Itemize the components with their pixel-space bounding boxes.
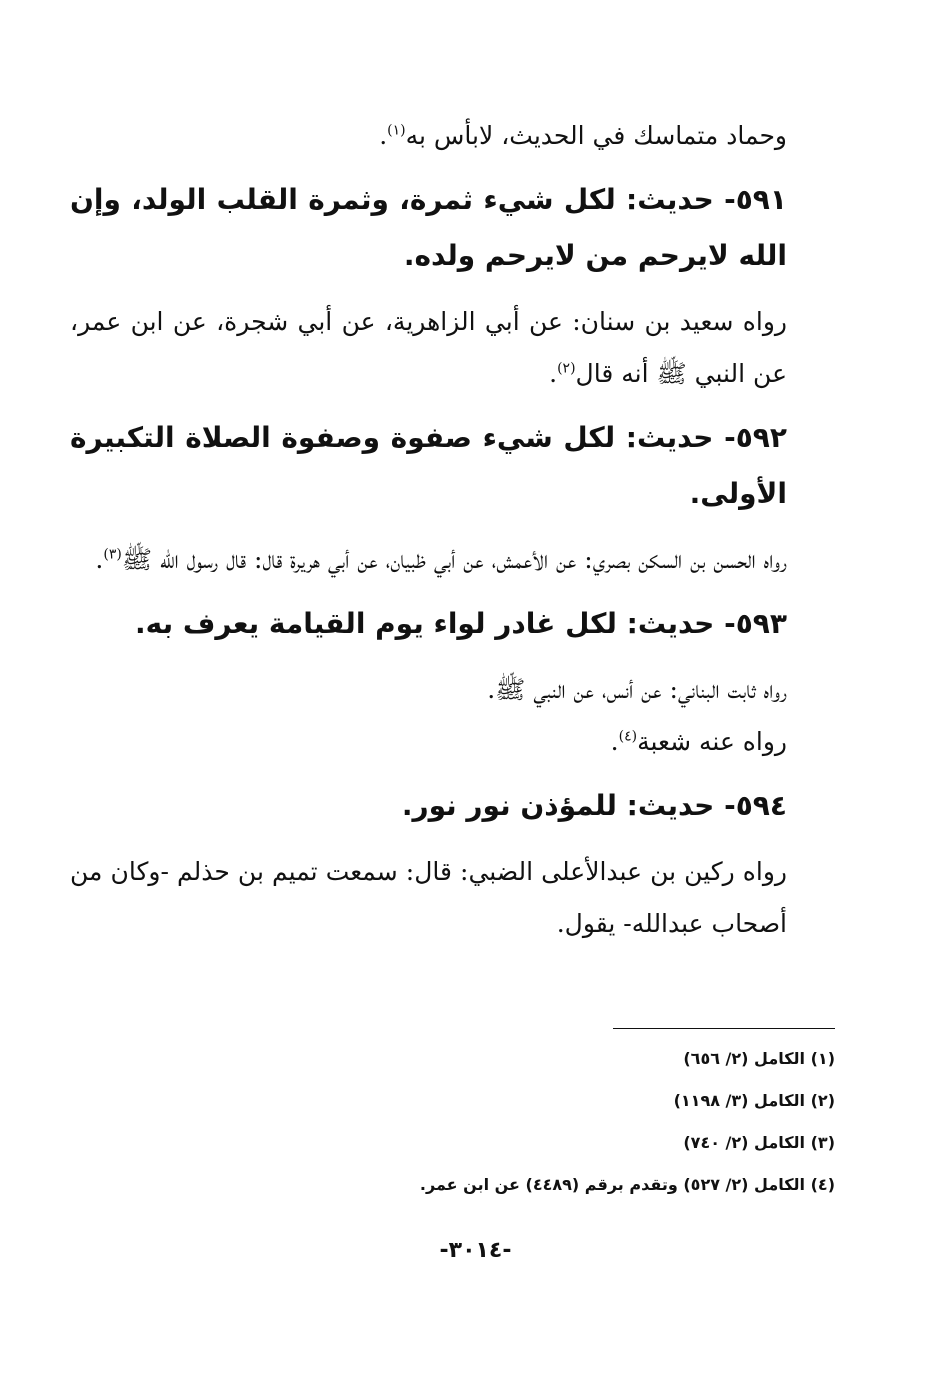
page-number: -٣٠١٤- xyxy=(439,1238,512,1263)
hadith-593: ٥٩٣- حديث: لكل غادر لواء يوم القيامة يعرف به. xyxy=(135,607,787,640)
footnote-divider xyxy=(613,1028,835,1029)
page-body xyxy=(70,110,835,960)
paragraph-end: . xyxy=(610,727,619,756)
paragraph-narration-594: رواه ركين بن عبدالأعلى الضبي: قال: سمعت تميم بن حذلم -وكان من أصحاب عبدالله- يقول. xyxy=(70,857,787,938)
footnote-ref-3[interactable]: (٣) xyxy=(103,546,122,563)
paragraph-narration-593-shuba xyxy=(70,716,835,768)
paragraph-hammad xyxy=(70,110,835,162)
footnote-2: (٢) الكامل (٣/ ١١٩٨) xyxy=(673,1091,835,1110)
footnote-3: (٣) الكامل (٢/ ٧٤٠) xyxy=(683,1133,835,1152)
hadith-591: ٥٩١- حديث: لكل شيء ثمرة، وثمرة القلب الولد، وإن الله لايرحم من لايرحم ولده. xyxy=(70,183,787,272)
hadith-594: ٥٩٤- حديث: للمؤذن نور نور. xyxy=(401,789,787,822)
paragraph-text: وحماد متماسك في الحديث، لابأس به xyxy=(405,121,787,150)
footnote-ref-1[interactable]: (١) xyxy=(387,122,406,139)
paragraph-text: رواه سعيد بن سنان: عن أبي الزاهرية، عن أبي شجرة، عن ابن عمر، عن النبي ﷺ أنه قال xyxy=(70,307,787,388)
paragraph-narration-592 xyxy=(70,534,835,586)
footnote-ref-2[interactable]: (٢) xyxy=(557,360,576,377)
paragraph-text: رواه الحسن بن السكن بصري: عن الأعمش، عن أبي ظبيان، عن أبي هريرة قال: قال رسول الله ﷺ xyxy=(121,545,787,574)
hadith-592: ٥٩٢- حديث: لكل شيء صفوة وصفوة الصلاة التكبيرة الأولى. xyxy=(70,421,787,510)
footnote-4: (٤) الكامل (٢/ ٥٢٧) وتقدم برقم (٤٤٨٩) عن ابن عمر. xyxy=(419,1175,835,1194)
paragraph-end: . xyxy=(95,545,104,574)
paragraph-text: رواه عنه شعبة xyxy=(637,727,787,756)
footnotes xyxy=(335,1038,835,1206)
footnote-1: (١) الكامل (٢/ ٦٥٦) xyxy=(683,1049,835,1068)
paragraph-narration-591 xyxy=(70,296,835,400)
paragraph-end: . xyxy=(379,121,388,150)
paragraph-end: . xyxy=(549,359,558,388)
footnote-ref-4[interactable]: (٤) xyxy=(618,728,638,745)
paragraph-narration-593: رواه ثابت البناني: عن أنس، عن النبي ﷺ. xyxy=(487,675,787,704)
